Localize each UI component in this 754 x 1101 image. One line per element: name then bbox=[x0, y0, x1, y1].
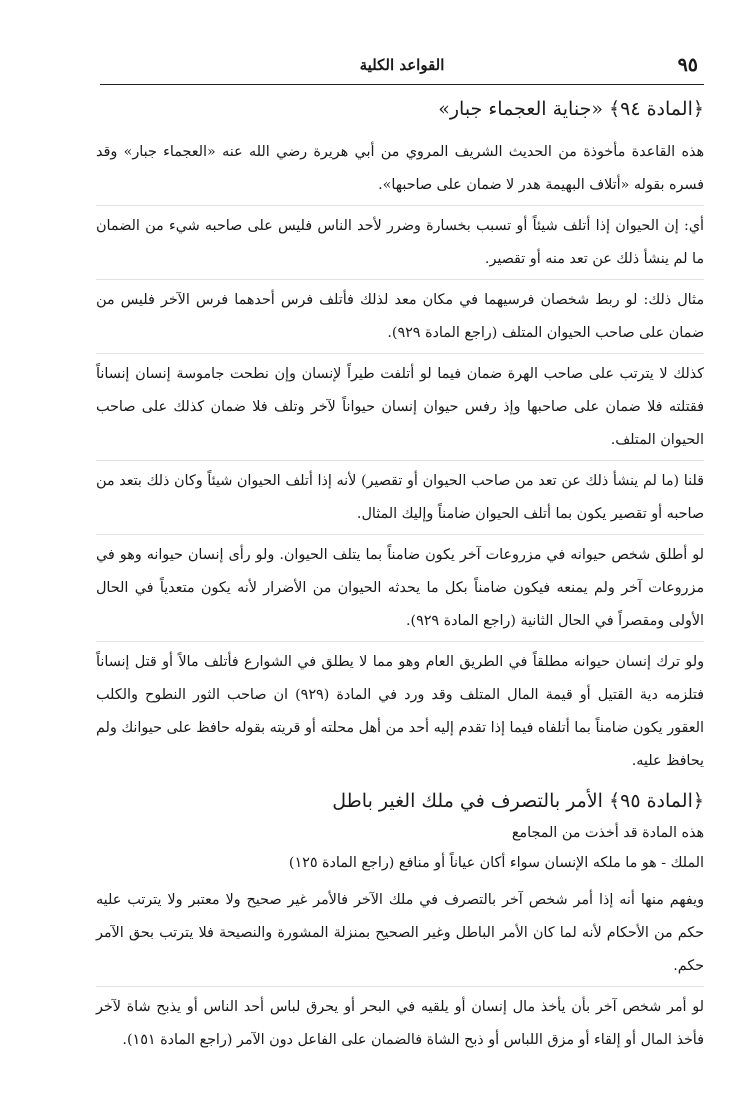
header-rule bbox=[100, 84, 704, 85]
definition-line: الملك - هو ما ملكه الإنسان سواء أكان عياناً أو منافع (راجع المادة ١٢٥) bbox=[288, 855, 704, 871]
running-header bbox=[100, 52, 704, 82]
page-body bbox=[96, 94, 708, 1059]
paragraph: قلنا (ما لم ينشأ ذلك عن تعد من صاحب الحيوان أو تقصير) لأنه إذا أتلف الحيوان شيئاً وكان ذلك بتعد من صاحبه أو تقصير يكون بما أتلف الحيوان ضامناً وإليك المثال. bbox=[96, 465, 704, 535]
paragraph: أي: إن الحيوان إذا أتلف شيئاً أو تسبب بخسارة وضرر لأحد الناس فليس على صاحبه شيء من الضمان ما لم ينشأ ذلك عن تعد منه أو تقصير. bbox=[96, 210, 704, 280]
paragraph: ويفهم منها أنه إذا أمر شخص آخر بالتصرف في ملك الآخر فالأمر غير صحيح ولا معتبر ولا يترتب عليه حكم من الأحكام لأنه لما كان الأمر الباطل وغير الصحيح بمنزلة المشورة والنصيحة فلا يترتب بحق الآمر حكم. bbox=[96, 884, 704, 987]
paragraph: لو أمر شخص آخر بأن يأخذ مال إنسان أو يلقيه في البحر أو يحرق لباس أحد الناس أو يذبح شاة لآخر فأخذ المال أو إلقاء أو مزق اللباس أو ذبح الشاة فالضمان على الفاعل دون الآمر (راجع المادة ١٥١). bbox=[96, 999, 704, 1048]
article-94-heading: ﴿المادة ٩٤﴾ «جناية العجماء جبار» bbox=[438, 98, 704, 120]
article-95-heading: ﴿المادة ٩٥﴾ الأمر بالتصرف في ملك الغير باطل bbox=[332, 790, 704, 812]
paragraph: هذه القاعدة مأخوذة من الحديث الشريف المروي من أبي هريرة رضي الله عنه «العجماء جبار» وقد فسره بقوله «أتلاف البهيمة هدر لا ضمان على صاحبها». bbox=[96, 136, 704, 206]
running-title: القواعد الكلية bbox=[359, 56, 445, 74]
paragraph: ولو ترك إنسان حيوانه مطلقاً في الطريق العام وهو مما لا يطلق في الشوارع فأتلف مالاً أو قتل إنساناً فتلزمه دية القتيل أو قيمة المال المتلف وقد ورد في المادة (٩٢٩) ان صاحب الثور النطوح والكلب العقور يكون ضامناً بما أتلفاه فيما إذا تقدم إليه أحد من أهل محلته أو قريته بقوله حافظ على حيوانك ولم يحافظ عليه. bbox=[96, 654, 704, 769]
source-line: هذه المادة قد أخذت من المجامع bbox=[511, 825, 704, 841]
paragraph: مثال ذلك: لو ربط شخصان فرسيهما في مكان معد لذلك فأتلف فرس أحدهما فرس الآخر فليس من ضمان على صاحب الحيوان المتلف (راجع المادة ٩٢٩). bbox=[96, 284, 704, 354]
paragraph: لو أطلق شخص حيوانه في مزروعات آخر يكون ضامناً بما يتلف الحيوان. ولو رأى إنسان حيوانه وهو في مزروعات آخر ولم يمنعه فيكون ضامناً بكل ما يحدثه الحيوان من الأضرار لأنه يكون متعدياً في الحال الأولى ومقصراً في الحال الثانية (راجع المادة ٩٢٩). bbox=[96, 539, 704, 642]
page-number: ٩٥ bbox=[677, 54, 698, 76]
paragraph: كذلك لا يترتب على صاحب الهرة ضمان فيما لو أتلفت طيراً لإنسان وإن نطحت جاموسة إنسان إنساناً فقتلته فلا ضمان على صاحبها وإذ رفس حيوان إنسان حيواناً لآخر وتلف فلا ضمان كذلك على صاحب الحيوان المتلف. bbox=[96, 358, 704, 461]
